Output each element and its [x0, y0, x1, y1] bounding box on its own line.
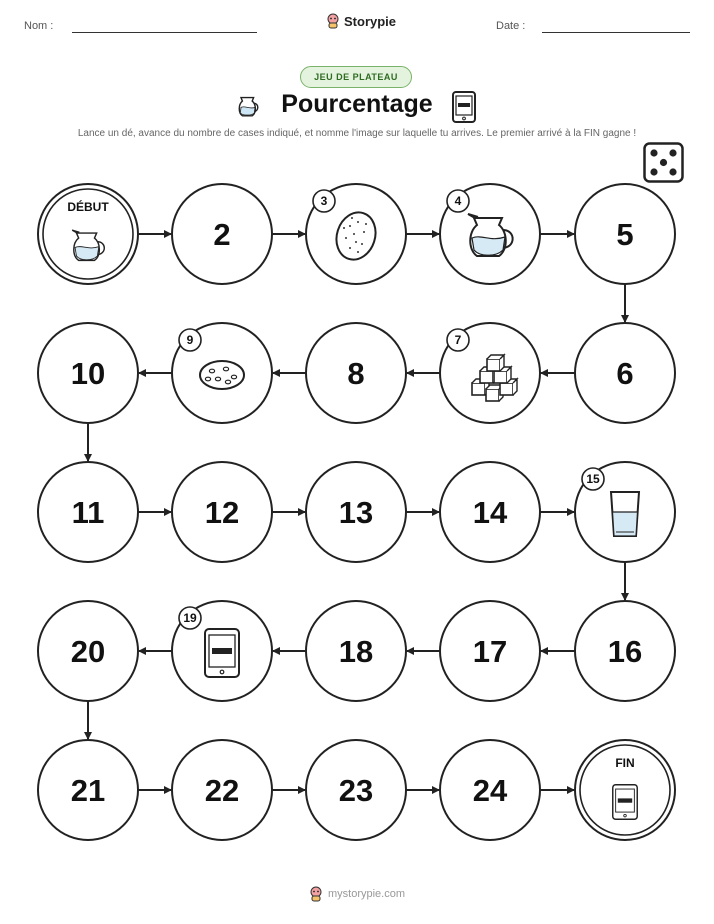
board-cell-3[interactable] — [306, 184, 406, 284]
cell-number-badge — [179, 329, 201, 351]
cell-number-badge — [313, 190, 335, 212]
board-cell-12[interactable] — [172, 462, 272, 562]
cell-number: 5 — [616, 217, 634, 252]
cell-number: 6 — [616, 356, 634, 391]
board-cell-16[interactable] — [575, 601, 675, 701]
cookie-icon — [200, 361, 244, 389]
board-cell-5[interactable] — [575, 184, 675, 284]
cell-number-badge — [447, 190, 469, 212]
board-cell-9[interactable] — [172, 323, 272, 423]
tablet-icon — [613, 785, 637, 820]
glass-icon — [611, 492, 639, 536]
cell-number: 3 — [320, 194, 328, 208]
board-cell-17[interactable] — [440, 601, 540, 701]
storypie-mascot-icon — [309, 886, 323, 902]
brand-name: Storypie — [344, 13, 397, 29]
board-cell-15[interactable] — [575, 462, 675, 562]
cell-number-badge — [447, 329, 469, 351]
cell-number: 12 — [204, 495, 240, 530]
board-cell-25[interactable] — [575, 740, 675, 840]
board-cell-10[interactable] — [38, 323, 138, 423]
board-cell-23[interactable] — [306, 740, 406, 840]
cell-number-badge — [582, 468, 604, 490]
cell-number: 8 — [347, 356, 365, 391]
board-cell-19[interactable] — [172, 601, 272, 701]
cell-number: 23 — [338, 773, 374, 808]
cell-number: 22 — [204, 773, 240, 808]
footer — [0, 886, 714, 902]
board-cell-1[interactable] — [38, 184, 138, 284]
cell-number: 24 — [472, 773, 508, 808]
board-cell-6[interactable] — [575, 323, 675, 423]
board-cell-11[interactable] — [38, 462, 138, 562]
cell-number: 19 — [183, 611, 197, 625]
board-cell-18[interactable] — [306, 601, 406, 701]
date-label: Date : — [496, 20, 526, 32]
name-label: Nom : — [24, 20, 54, 32]
board-cell-20[interactable] — [38, 601, 138, 701]
cell-number: 10 — [70, 356, 106, 391]
cell-number: 17 — [472, 634, 508, 669]
end-label: FIN — [615, 756, 635, 770]
footer-url[interactable]: mystorypie.com — [327, 888, 406, 900]
board-cell-21[interactable] — [38, 740, 138, 840]
cell-number-badge — [179, 607, 201, 629]
board-cell-4[interactable] — [440, 184, 540, 284]
cell-number: 14 — [472, 495, 508, 530]
board-cell-2[interactable] — [172, 184, 272, 284]
cell-number: 7 — [454, 333, 462, 347]
cell-number: 16 — [607, 634, 643, 669]
board-cell-24[interactable] — [440, 740, 540, 840]
board-cell-7[interactable] — [440, 323, 540, 423]
cell-number: 13 — [338, 495, 374, 530]
board-cell-13[interactable] — [306, 462, 406, 562]
instructions: Lance un dé, avance du nombre de cases indiqué, et nomme l'image sur laquelle tu arrives. Le premier arrivé à la FIN gagne ! — [77, 128, 637, 139]
board-cell-14[interactable] — [440, 462, 540, 562]
cell-number: 4 — [454, 194, 462, 208]
cell-number: 20 — [70, 634, 106, 669]
start-label: DÉBUT — [67, 200, 109, 214]
cell-number: 2 — [213, 217, 231, 252]
page-title: Pourcentage — [281, 90, 433, 118]
board-cell-22[interactable] — [172, 740, 272, 840]
board-cell-8[interactable] — [306, 323, 406, 423]
cell-number: 15 — [586, 472, 600, 486]
tablet-icon — [205, 629, 239, 677]
cell-number: 18 — [338, 634, 374, 669]
cell-number: 9 — [186, 333, 194, 347]
game-type-badge: JEU DE PLATEAU — [300, 66, 412, 88]
cell-number: 11 — [71, 495, 105, 530]
cell-number: 21 — [70, 773, 106, 808]
